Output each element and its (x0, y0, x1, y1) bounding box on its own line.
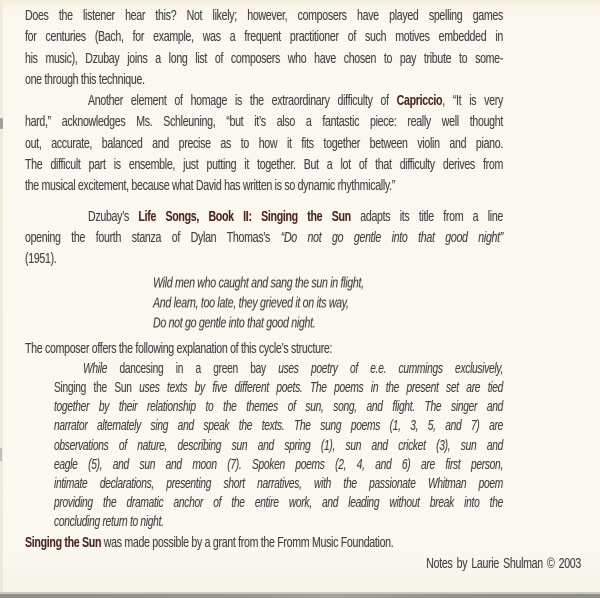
text-segment: the musical excitement, because what David has written is so dynamic rhythmically.” (25, 177, 395, 195)
text-segment: adapts its title from a line (350, 207, 503, 225)
text-segment: intimate declarations, presenting short narratives, with the passionate Whitman poem (54, 476, 503, 493)
quote-composer-explanation (54, 360, 503, 533)
text-segment: out, accurate, balanced and precise as to how it fits together between violin and piano. (25, 134, 503, 153)
scan-artifact (0, 448, 2, 461)
paragraph-life-songs (25, 207, 503, 271)
text-line (25, 549, 581, 579)
paragraph-capriccio (25, 91, 503, 197)
text-segment: Wild men who caught and sang the sun in flight, (153, 274, 364, 292)
text-segment: hard,” acknowledges Ms. Schleuning, “but it’s also a fantastic piece: really well thought (25, 113, 503, 131)
text-segment: opening the fourth stanza of Dylan Thomas’s (25, 229, 281, 247)
text-segment: providing the dramatic anchor of the entire work, and leading without break into the (54, 495, 503, 512)
text-segment: While (83, 361, 120, 378)
paragraph-spelling-games (25, 6, 503, 91)
text-segment: together by their relationship to the themes of sun, song, and flight. The singer and (54, 399, 503, 416)
text-segment: observations of nature, describing sun and spring (1), sun and cricket (3), sun and (54, 438, 503, 454)
text-segment: Dzubay’s (88, 207, 139, 225)
text-segment: Do not go gentle into that good night. (153, 314, 316, 332)
text-segment: , “It is very (442, 92, 503, 110)
scan-artifact (0, 118, 3, 129)
poem-dylan-thomas (153, 273, 503, 333)
work-title-roman: dancesing in a green bay (119, 361, 266, 378)
text-segment: Notes by Laurie Shulman © 2003 (426, 555, 581, 573)
text-segment: Another element of homage is the extraordinary difficulty of (88, 92, 397, 110)
text-segment: uses texts by five different poets. The poems in the present set are tied (131, 380, 504, 397)
text-line (153, 308, 503, 336)
liner-notes-text (25, 6, 581, 575)
text-segment: eagle (5), and sun and moon (7). Spoken poems (2, 4, and 6) are first person, (54, 457, 503, 474)
byline-notes (25, 554, 581, 575)
text-segment: concluding return to night. (54, 515, 164, 531)
work-title-bold: Singing the Sun (25, 533, 102, 551)
text-segment: for centuries (Bach, for example, was a frequent practitioner of such motives embedded in (25, 28, 503, 46)
text-segment: The composer offers the following explanation of this cycle’s structure: (25, 339, 333, 357)
text-segment: The difficult part is ensemble, just putting it together. But a lot of that difficulty derives from (25, 156, 503, 174)
text-segment: one through this technique. (25, 71, 145, 89)
text-segment: “Do not go gentle into that good night” (280, 229, 504, 247)
work-title-bold: Life Songs, Book II: Singing the Sun (138, 207, 351, 225)
work-title-roman: Singing the Sun (54, 380, 132, 397)
text-segment: narrator alternately sing and speak the texts. The sung poems (1, 3, 5, and 7) are (54, 419, 503, 435)
scan-left-edge (0, 0, 3, 592)
scan-bottom-edge (0, 594, 600, 598)
text-segment: uses poetry of e.e. cummings exclusively, (265, 361, 504, 378)
text-segment: Does the listener hear this? Not likely; however, composers have played spelling games (25, 7, 503, 25)
text-segment: his music), Dzubay joins a long list of composers who have chosen to pay tribute to some- (25, 49, 503, 67)
work-title-bold: Capriccio (396, 92, 443, 110)
text-segment: was made possible by a grant from the Fromm Music Foundation. (101, 533, 394, 551)
text-segment: And learn, too late, they grieved it on its way, (153, 294, 349, 312)
text-line (25, 172, 503, 202)
text-segment: (1951). (25, 250, 57, 268)
